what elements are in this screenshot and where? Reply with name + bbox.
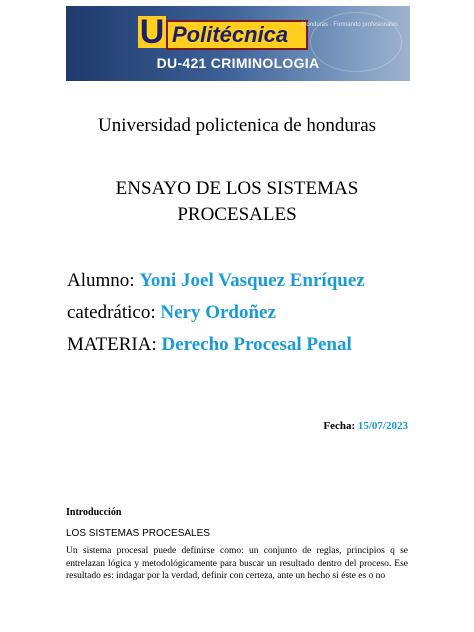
- teacher-line: [67, 302, 276, 324]
- date-value: 15/07/2023: [357, 420, 408, 432]
- subject-line: [67, 334, 352, 356]
- teacher-name: Nery Ordoñez: [160, 302, 276, 323]
- essay-title: [0, 176, 474, 228]
- section-subheading: LOS SISTEMAS PROCESALES: [66, 528, 210, 539]
- logo-tagline: Honduras · Formando profesionales: [302, 22, 399, 28]
- header-banner: [66, 6, 410, 81]
- section-heading: Introducción: [66, 507, 122, 518]
- date-line: [323, 420, 408, 432]
- subject-label: MATERIA:: [67, 334, 157, 355]
- student-label: Alumno:: [67, 270, 135, 291]
- student-line: [67, 270, 365, 292]
- essay-title-line1: ENSAYO DE LOS SISTEMAS: [115, 178, 359, 199]
- date-label: Fecha:: [323, 420, 356, 432]
- student-name: Yoni Joel Vasquez Enríquez: [139, 270, 365, 291]
- logo-letter: U: [139, 13, 165, 51]
- course-code: DU-421 CRIMINOLOGIA: [156, 55, 320, 71]
- subject-name: Derecho Procesal Penal: [161, 334, 352, 355]
- teacher-label: catedrático:: [67, 302, 156, 323]
- body-paragraph: Un sistema procesal puede definirse como: un conjunto de reglas, principios q se entrelazan lógica y metodológicamente para buscar un resultado dentro del proceso. Ese resultado es: indagar por la verdad, definir con certeza, ante un hecho si éste es o no: [66, 546, 408, 581]
- essay-title-line2: PROCESALES: [177, 204, 297, 225]
- logo-wordmark: Politécnica: [166, 20, 308, 50]
- university-name: Universidad polictenica de honduras: [97, 115, 377, 136]
